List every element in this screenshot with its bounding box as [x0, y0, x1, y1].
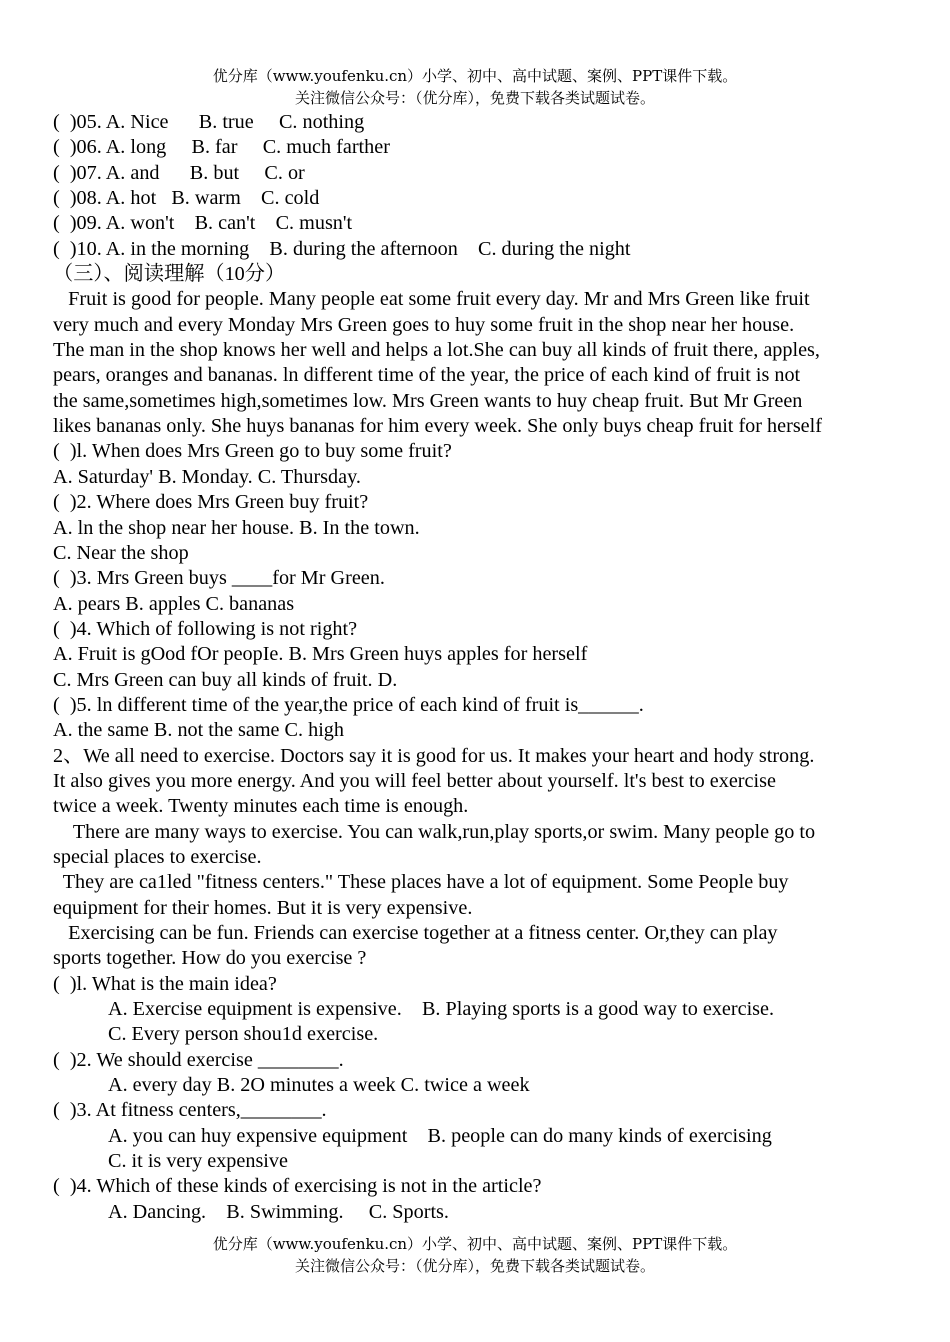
question-line: ( )2. Where does Mrs Green buy fruit?	[53, 491, 369, 514]
question-line: ( )4. Which of these kinds of exercising is not in the article?	[53, 1175, 542, 1198]
cloze-item: ( )07. A. and B. but C. or	[53, 161, 305, 184]
passage-line: special places to exercise.	[53, 845, 262, 868]
page-header	[0, 65, 950, 109]
passage-line: Exercising can be fun. Friends can exercise together at a fitness center. Or,they can play	[53, 922, 778, 944]
answer-options: A. every day B. 2O minutes a week C. twice a week	[108, 1074, 530, 1097]
answer-options: C. Every person shou1d exercise.	[108, 1023, 379, 1046]
question-line: C. Mrs Green can buy all kinds of fruit. D.	[53, 668, 398, 691]
question-line: A. pears B. apples C. bananas	[53, 592, 295, 615]
answer-options: C. it is very expensive	[108, 1150, 288, 1173]
question-line: ( )l. When does Mrs Green go to buy some fruit?	[53, 440, 452, 463]
document-body	[53, 110, 898, 1225]
passage-line: pears, oranges and bananas. ln different time of the year, the price of each kind of fruit is not	[53, 364, 801, 387]
page-footer	[0, 1233, 950, 1277]
passage-1	[53, 287, 898, 439]
passage-line: Fruit is good for people. Many people eat some fruit every day. Mr and Mrs Green like fruit	[53, 288, 810, 311]
footer-line-1: 优分库（www.youfenku.cn）小学、初中、高中试题、案例、PPT课件下载。	[212, 1235, 738, 1253]
passage-2-questions	[53, 972, 898, 1225]
passage-line: The man in the shop knows her well and helps a lot.She can buy all kinds of fruit there, apples,	[53, 339, 820, 362]
question-line: A. Saturday' B. Monday. C. Thursday.	[53, 465, 361, 488]
passage-line: There are many ways to exercise. You can walk,run,play sports,or swim. Many people go to	[53, 820, 816, 843]
question-line: A. Fruit is gOod fOr peopIe. B. Mrs Green huys apples for herself	[53, 643, 588, 666]
passage-line: They are ca1led "fitness centers." These places have a lot of equipment. Some People buy	[53, 871, 789, 894]
passage-line: twice a week. Twenty minutes each time is enough.	[53, 795, 469, 818]
cloze-item: ( )08. A. hot B. warm C. cold	[53, 187, 320, 210]
header-line-2: 关注微信公众号：（优分库），免费下载各类试题试卷。	[294, 89, 655, 107]
question-line: ( )3. Mrs Green buys ____for Mr Green.	[53, 567, 385, 590]
passage-line: the same,sometimes high,sometimes low. Mrs Green wants to huy cheap fruit. But Mr Green	[53, 389, 803, 412]
cloze-items	[53, 110, 898, 262]
passage-line: equipment for their homes. But it is very expensive.	[53, 896, 473, 919]
question-line: ( )3. At fitness centers,________.	[53, 1099, 327, 1122]
passage-1-questions	[53, 439, 898, 743]
question-line: ( )2. We should exercise ________.	[53, 1048, 344, 1071]
question-line: ( )5. ln different time of the year,the price of each kind of fruit is______.	[53, 693, 644, 716]
passage-2	[53, 744, 898, 972]
question-line: ( )4. Which of following is not right?	[53, 617, 358, 640]
answer-options: A. Exercise equipment is expensive. B. Playing sports is a good way to exercise.	[108, 998, 775, 1021]
question-line: A. ln the shop near her house. B. In the town.	[53, 516, 420, 539]
answer-options: A. Dancing. B. Swimming. C. Sports.	[108, 1200, 449, 1223]
header-line-1: 优分库（www.youfenku.cn）小学、初中、高中试题、案例、PPT课件下载。	[212, 67, 738, 85]
answer-options: A. you can huy expensive equipment B. people can do many kinds of exercising	[108, 1124, 772, 1147]
footer-line-2: 关注微信公众号：（优分库），免费下载各类试题试卷。	[294, 1257, 655, 1275]
passage-line: very much and every Monday Mrs Green goes to huy some fruit in the shop near her house.	[53, 313, 795, 336]
cloze-item: ( )06. A. long B. far C. much farther	[53, 136, 390, 159]
section-title: （三）、阅读理解（10分）	[53, 263, 286, 286]
cloze-item: ( )10. A. in the morning B. during the afternoon C. during the night	[53, 237, 631, 260]
cloze-item: ( )05. A. Nice B. true C. nothing	[53, 111, 365, 133]
cloze-item: ( )09. A. won't B. can't C. musn't	[53, 212, 353, 235]
passage-line: sports together. How do you exercise ?	[53, 947, 367, 970]
question-line: C. Near the shop	[53, 541, 189, 564]
passage-line: It also gives you more energy. And you will feel better about yourself. lt's best to exercise	[53, 769, 776, 792]
question-line: A. the same B. not the same C. high	[53, 719, 344, 742]
question-line: ( )l. What is the main idea?	[53, 972, 277, 995]
passage-line: 2、We all need to exercise. Doctors say it is good for us. It makes your heart and hody strong.	[53, 744, 815, 767]
passage-line: likes bananas only. She huys bananas for him every week. She only buys cheap fruit for herself	[53, 415, 822, 438]
